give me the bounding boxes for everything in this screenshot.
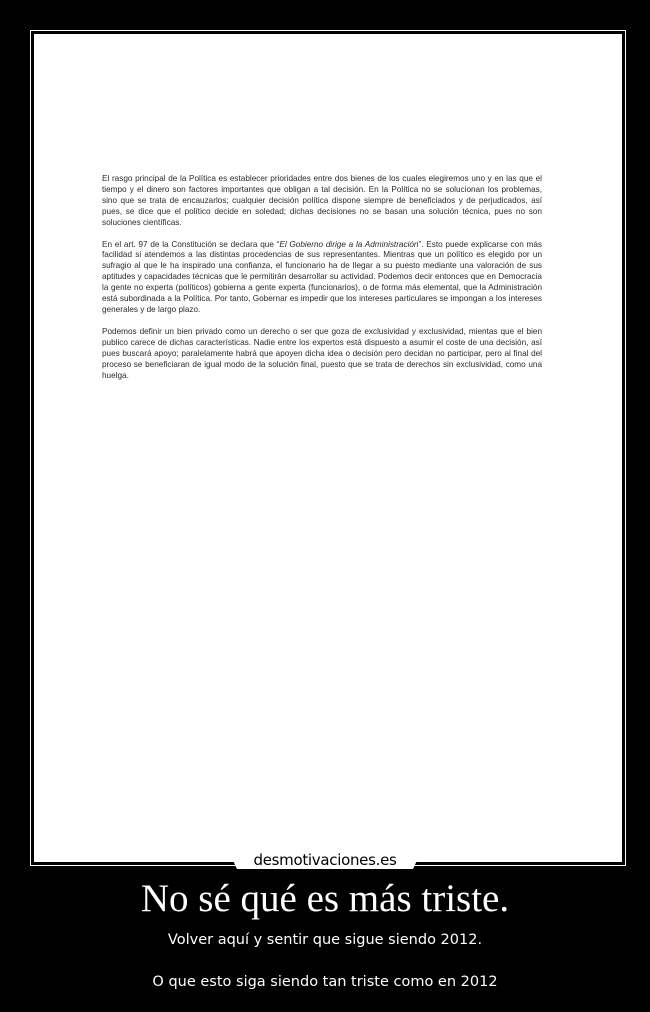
- paragraph-1: El rasgo principal de la Política es establecer prioridades entre dos bienes de los cuales elegiremos uno y en las que el tiempo y el dinero son factores importantes que obligan a tal decisión. En la Política no se solucionan los problemas, sino que se trata de encauzarlos; cualquier decisión política dispone siempre de beneficiados y de perjudicados, así pues, se dice que el político decide en soledad; dichas decisiones no se basan una solución técnica, pues no son soluciones científicas.: [102, 174, 542, 227]
- poster-caption-line-1: Volver aquí y sentir que sigue siendo 2012.: [167, 932, 483, 948]
- paragraph-3: Podemos definir un bien privado como un derecho o ser que goza de exclusividad y exclusividad, mientas que el bien publico carece de dichas características. Nadie entre los expertos está dispuesto a asumir el coste de una decisión, así pues buscará apoyo; paralelamente habrá que apoyen dicha idea o decisión pero decidan no participar, pero al final del proceso se beneficiaran de igual modo de la solución final, puesto que se trata de derechos sin exclusividad, como una huelga.: [102, 326, 542, 380]
- paragraph-2-body: ”. Esto puede explicarse con más facilidad si atendemos a las distintas procedencias de sus representantes. Mientras que un político es elegido por un sufragio al que le ha inspirado una confianza, el funcionario ha de llegar a su puesto mediante una valoración de sus aptitudes y capacidades técnicas que le permitirán desarrollar su actividad. Podemos decir entonces que en Democracia la gente no experta (políticos) gobierna a gente experta (funcionarios), o de forma más elemental, que la Administración está subordinada a la Política. Por tanto, Gobernar es impedir que los intereses particulares se impongan a los intereses generales y de largo plazo.: [102, 239, 542, 314]
- paragraph-2: [102, 240, 542, 316]
- constitution-quote: El Gobierno dirige a la Administración: [279, 239, 419, 249]
- poster-image: [34, 34, 622, 862]
- site-logo[interactable]: [229, 850, 421, 870]
- site-logo-text: desmotivaciones.es: [253, 851, 397, 869]
- document-text: [102, 174, 542, 392]
- poster-headline: No sé qué es más triste.: [140, 877, 510, 920]
- poster-frame: [30, 30, 626, 866]
- poster-caption-line-2: O que esto siga siendo tan triste como en 2012: [152, 974, 498, 990]
- paragraph-2-intro: En el art. 97 de la Constitución se declara que “: [102, 239, 280, 249]
